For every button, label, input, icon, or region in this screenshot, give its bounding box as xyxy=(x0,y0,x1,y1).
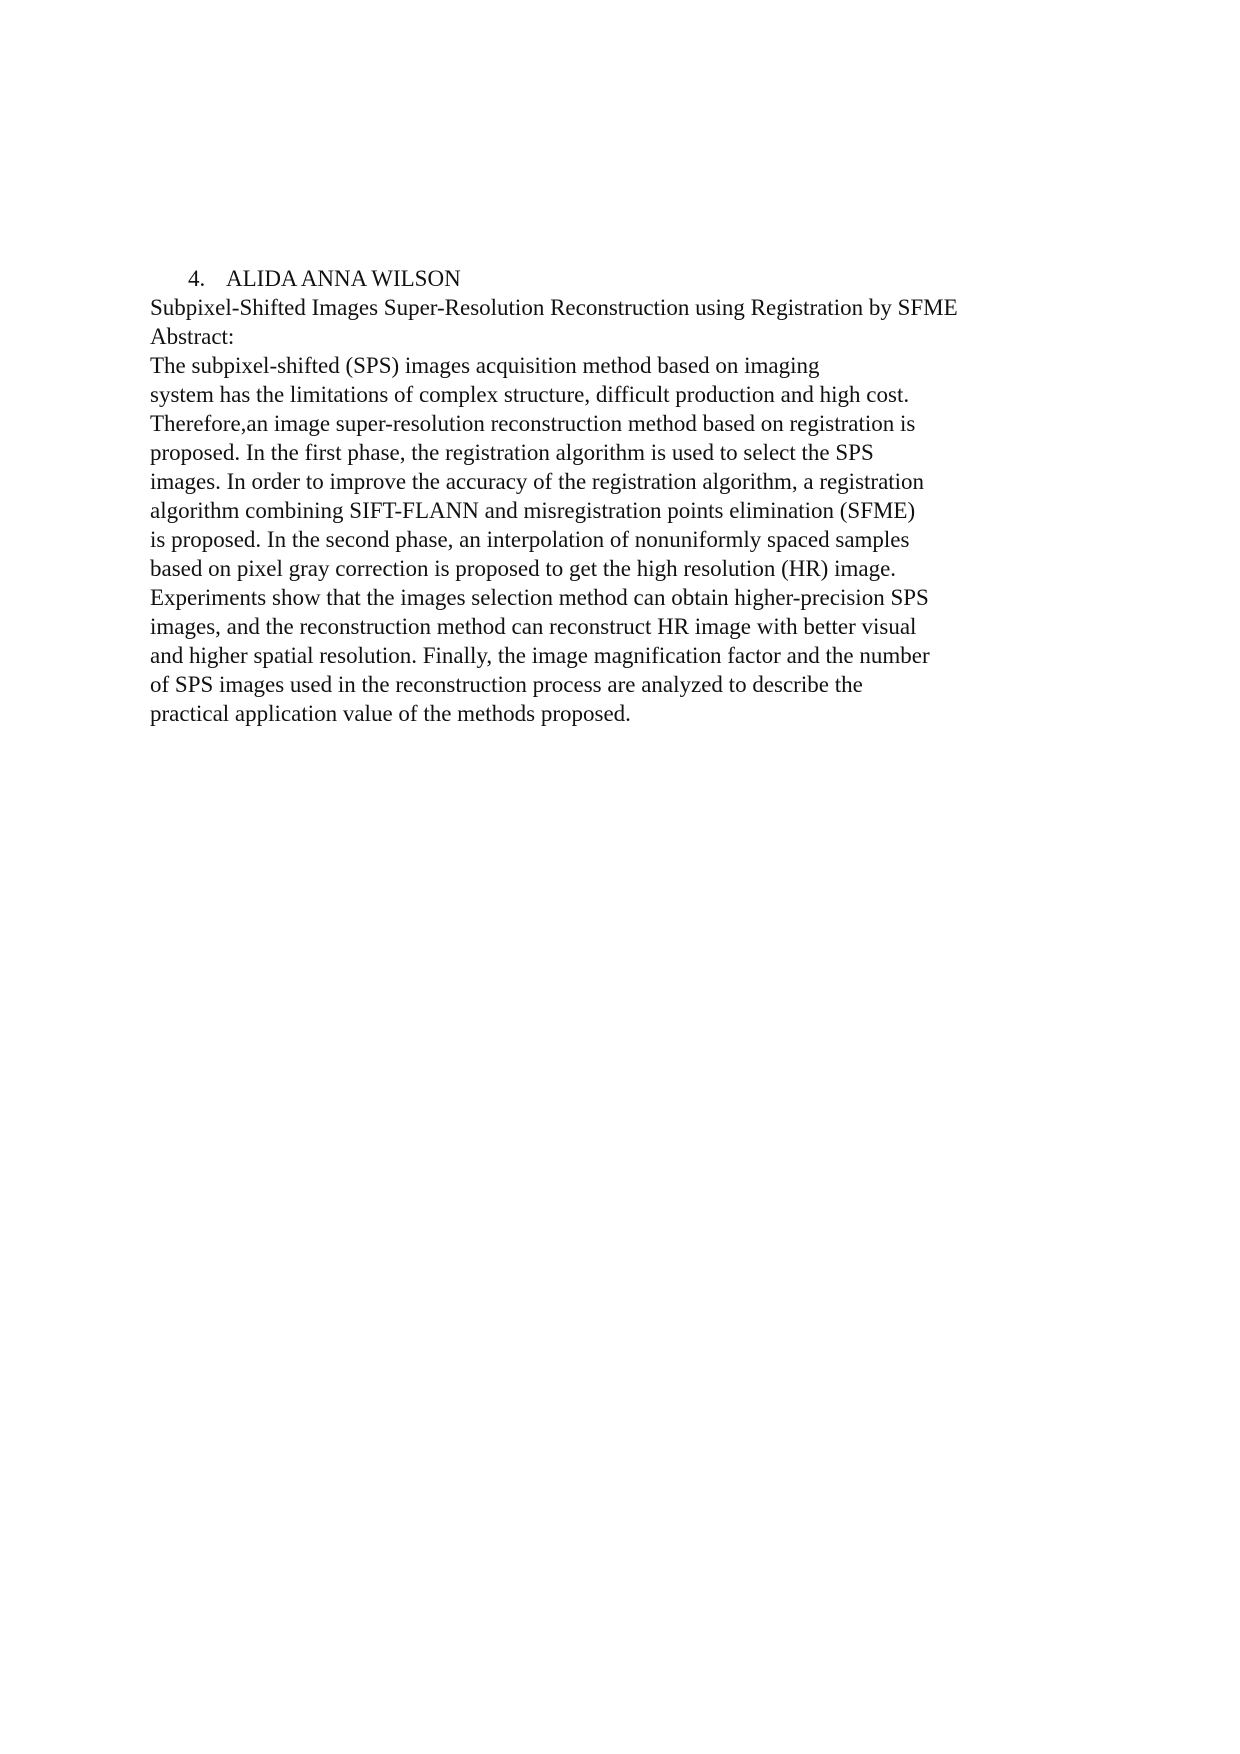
abstract-line: system has the limitations of complex structure, difficult production and high cost. xyxy=(150,382,910,407)
paper-entry xyxy=(150,264,1050,728)
abstract-label: Abstract: xyxy=(150,324,235,349)
abstract-line: proposed. In the first phase, the registration algorithm is used to select the SPS xyxy=(150,440,874,465)
abstract-line: The subpixel-shifted (SPS) images acquisition method based on imaging xyxy=(150,353,820,378)
abstract-line: Therefore,an image super-resolution reconstruction method based on registration is xyxy=(150,411,916,436)
author-line xyxy=(150,264,1050,293)
abstract-body xyxy=(150,351,1050,728)
paper-title: Subpixel-Shifted Images Super-Resolution Reconstruction using Registration by SFME xyxy=(150,295,958,320)
author-name: ALIDA ANNA WILSON xyxy=(226,266,461,291)
abstract-line: practical application value of the methods proposed. xyxy=(150,701,631,726)
abstract-line: and higher spatial resolution. Finally, the image magnification factor and the number xyxy=(150,643,930,668)
abstract-line: is proposed. In the second phase, an interpolation of nonuniformly spaced samples xyxy=(150,527,910,552)
abstract-line: Experiments show that the images selection method can obtain higher-precision SPS xyxy=(150,585,929,610)
abstract-line: images. In order to improve the accuracy of the registration algorithm, a registration xyxy=(150,469,925,494)
entry-number: 4. xyxy=(188,266,206,291)
abstract-line: algorithm combining SIFT-FLANN and misregistration points elimination (SFME) xyxy=(150,498,916,523)
abstract-line: of SPS images used in the reconstruction process are analyzed to describe the xyxy=(150,672,863,697)
abstract-line: images, and the reconstruction method can reconstruct HR image with better visual xyxy=(150,614,917,639)
abstract-line: based on pixel gray correction is proposed to get the high resolution (HR) image. xyxy=(150,556,897,581)
